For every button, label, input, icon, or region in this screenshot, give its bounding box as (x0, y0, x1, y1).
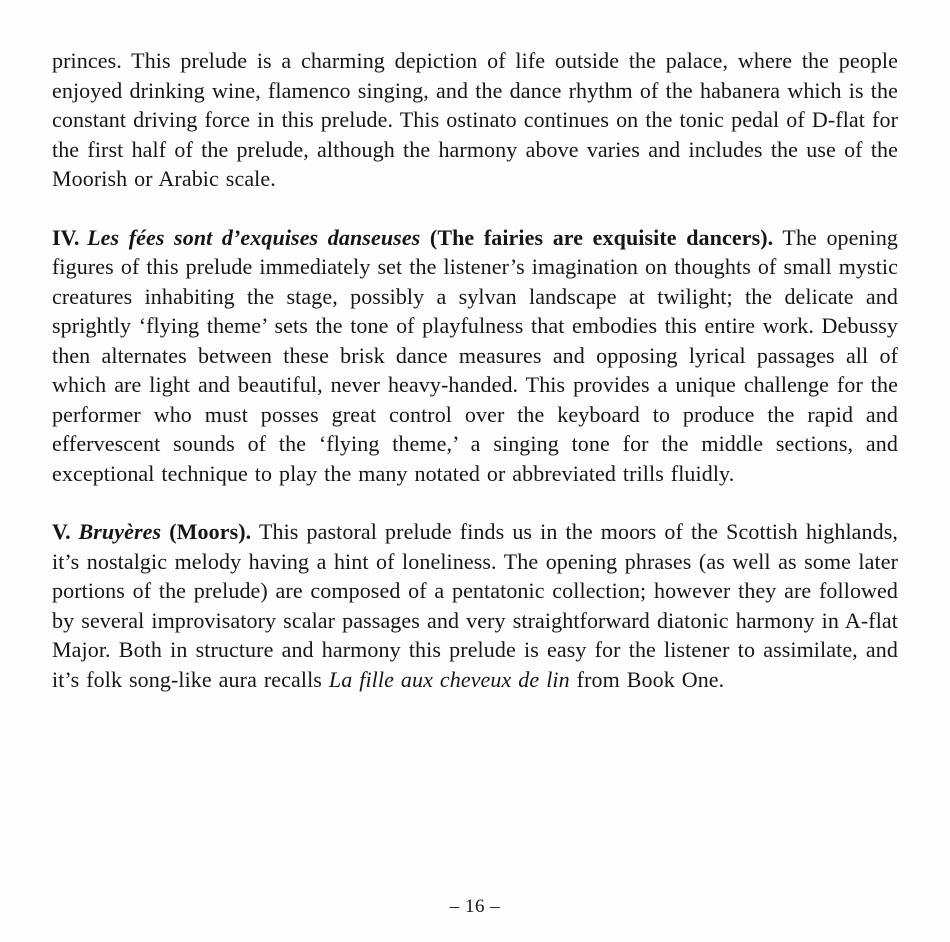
section-v-body-part-1: This pastoral prelude finds us in the moors of the Scottish highlands, it’s nostalgic melody having a hint of loneliness. The opening phrases (as well as some later portions of the prelude) are composed of a pentatonic collection; however they are followed by several improvisatory scalar passages and very straightforward diatonic harmony in A-flat Major. Both in structure and harmony this prelude is easy for the listener to assimilate, and it’s folk song-like aura recalls (52, 519, 898, 692)
section-iv-body: The opening figures of this prelude immediately set the listener’s imagination on thoughts of small mystic creatures inhabiting the stage, possibly a sylvan landscape at twilight; the delicate and sprightly ‘flying theme’ sets the tone of playfulness that embodies this entire work. Debussy then alternates between these brisk dance measures and opposing lyrical passages all of which are light and beautiful, never heavy-handed. This provides a unique challenge for the performer who must posses great control over the keyboard to produce the rapid and effervescent sounds of the ‘flying theme,’ a singing tone for the middle sections, and exceptional technique to play the many notated or abbreviated trills fluidly. (52, 224, 899, 486)
section-iv-numeral: IV. (52, 224, 80, 250)
section-iv-title-french: Les fées sont d’exquises danseuses (87, 224, 421, 250)
section-v-paragraph (52, 517, 898, 694)
text-block (52, 46, 898, 723)
section-iv-paragraph (52, 223, 898, 489)
paragraph-continuation (52, 46, 898, 194)
section-v-title-english: (Moors). (169, 519, 252, 544)
section-v-body-part-2: from Book One. (576, 666, 725, 692)
section-iv-title-english: (The fairies are exquisite dancers). (429, 224, 774, 250)
section-v-title-french: Bruyères (78, 519, 162, 544)
page-number: – 16 – (449, 896, 501, 917)
paragraph-continuation-text: princes. This prelude is a charming depiction of life outside the palace, where the people enjoyed drinking wine, flamenco singing, and the dance rhythm of the habanera which is the constant driving force in this prelude. This ostinato continues on the tonic pedal of D-flat for the first half of the prelude, although the harmony above varies and includes the use of the Moorish or Arabic scale. (52, 48, 898, 191)
section-v-numeral: V. (52, 519, 71, 544)
section-v-work-title: La fille aux cheveux de lin (328, 666, 570, 692)
